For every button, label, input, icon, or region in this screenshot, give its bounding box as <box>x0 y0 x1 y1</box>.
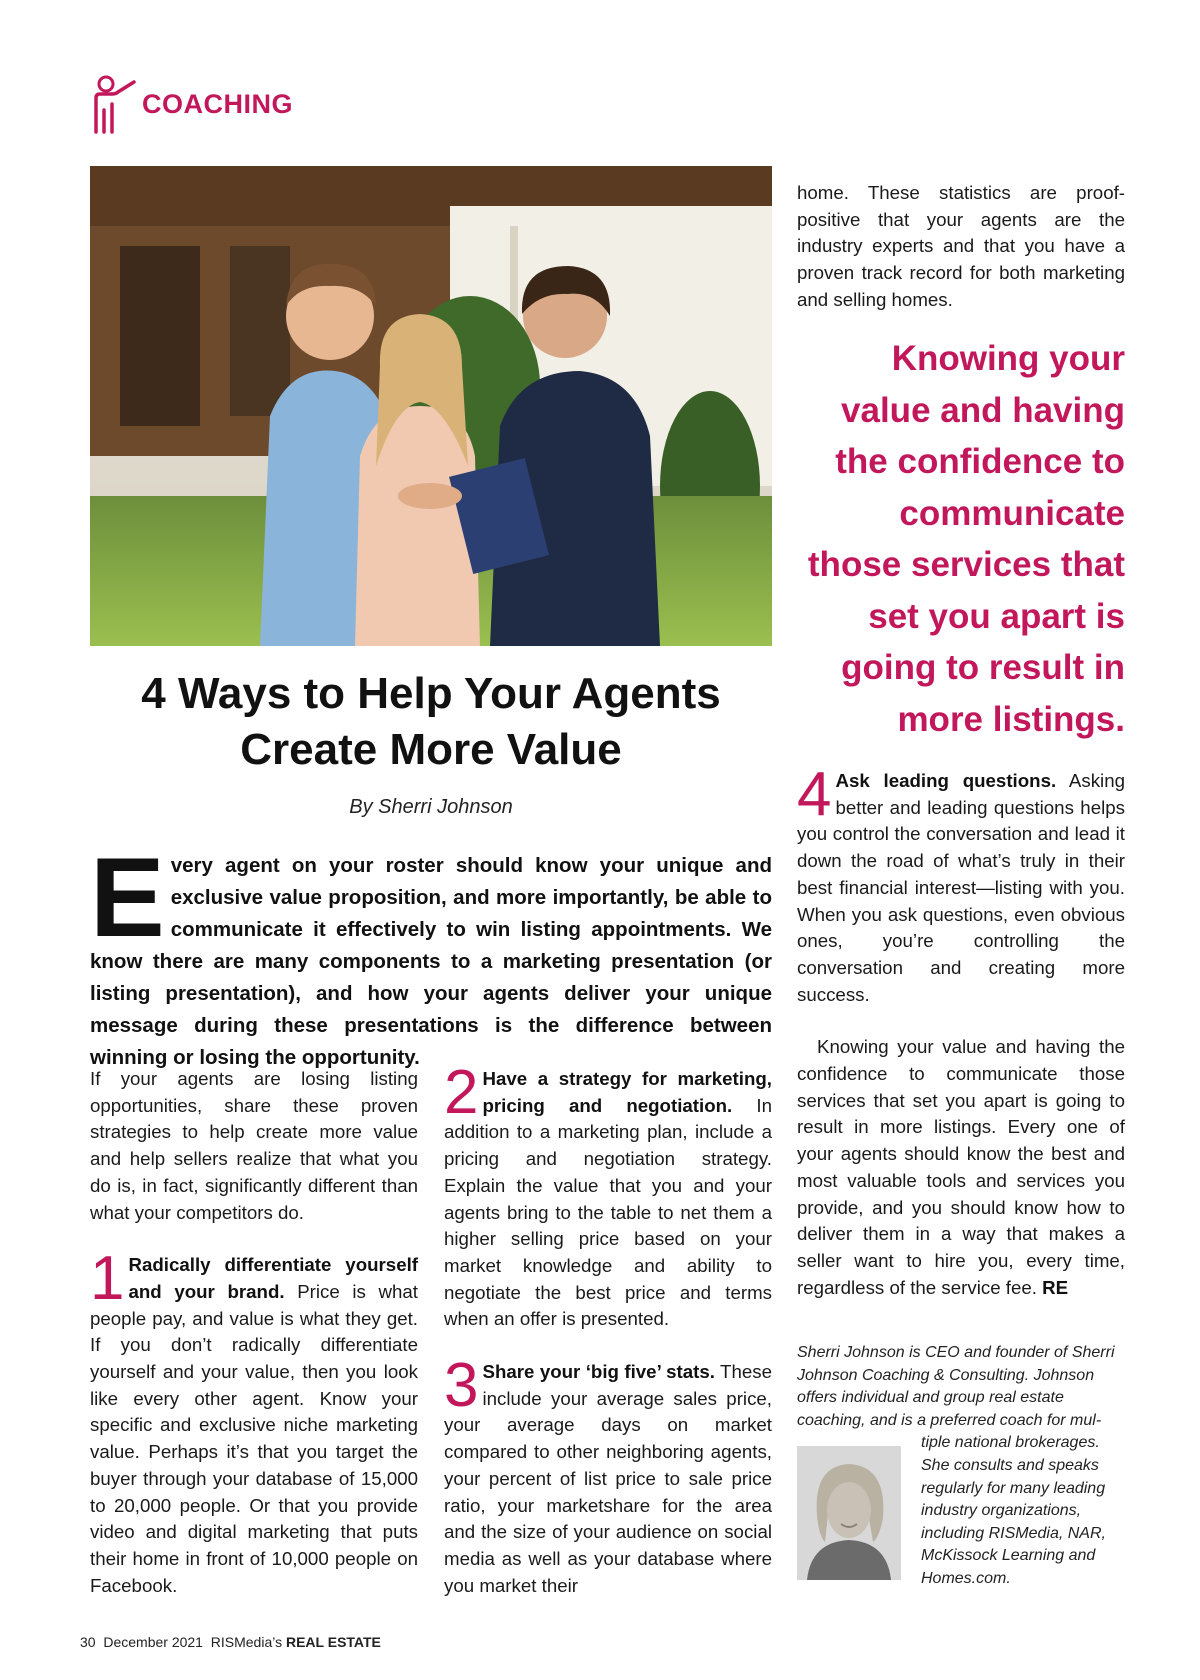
pull-quote: Knowing your value and having the confidence to communicate those services that set you apart is going to result in more listings. <box>807 339 1125 739</box>
page-footer <box>80 1634 381 1650</box>
end-mark: RE <box>1042 1276 1069 1298</box>
article-headline: 4 Ways to Help Your Agents Create More Value <box>141 669 721 774</box>
issue-date: December 2021 <box>103 1634 203 1650</box>
section-header <box>90 72 293 136</box>
tip-2-body: In addition to a marketing plan, include a pricing and negotiation strategy. Explain the value that you and your agents bring to the table to net them a higher selling price based on your market knowledge and ability to negotiate the best price and terms when an offer is presented. <box>444 1094 772 1330</box>
tip-3-title: Share your ‘big five’ stats. <box>482 1361 715 1383</box>
author-bio-top: Sherri Johnson is CEO and founder of Sherri Johnson Coaching & Consulting. Johnson offers individual and group real estate coaching, and is a preferred coach for mul- <box>797 1344 1115 1429</box>
column-left <box>90 1066 418 1625</box>
tip-4-number: 4 <box>797 760 832 829</box>
lead-text: very agent on your roster should know your unique and exclusive value proposition, and more importantly, be able to communicate it effectively to win listing appointments. We know there are many components to a marketing presentation (or listing presentation), and how your agents deliver your unique message during these presentations is the difference between winning or losing the opportunity. <box>90 854 772 1069</box>
tip-1 <box>90 1244 418 1599</box>
author-headshot <box>797 1446 901 1580</box>
tip-1-number: 1 <box>90 1244 125 1314</box>
intro-paragraph: If your agents are losing listing opportunities, share these proven strategies to help create more value and help sellers realize that what you do is, in fact, significantly different than what your competitors do. <box>90 1068 418 1223</box>
author-bio <box>797 1342 1125 1591</box>
tip-2-number: 2 <box>444 1058 479 1127</box>
article-lead-paragraph <box>90 835 772 1074</box>
page-number: 30 <box>80 1634 96 1650</box>
column-middle <box>444 1058 772 1625</box>
article-byline: By Sherri Johnson <box>349 796 513 818</box>
author-bio-side: tiple national brokerages. She consults and speaks regularly for many leading industry organizations, including RISMedia, NAR, McKissock Learning and Homes.com. <box>921 1434 1106 1587</box>
article-hero-photo <box>90 166 772 646</box>
drop-cap: E <box>90 835 165 960</box>
section-label: COACHING <box>142 88 293 119</box>
tip-3-body: These include your average sales price, your average days on market compared to other neighboring agents, your percent of list price to sale price ratio, your marketshare for the area and the size of your audience on social media as well as your database where you market their <box>444 1361 772 1596</box>
column-right-continued <box>797 180 1125 340</box>
tip-4 <box>797 760 1125 1008</box>
publisher: RISMedia’s <box>210 1634 283 1650</box>
coach-presenter-icon <box>90 74 138 134</box>
tip-2 <box>444 1058 772 1333</box>
magazine-name: REAL ESTATE <box>285 1634 381 1650</box>
tip-1-body: Price is what people pay, and value is what they get. If you don’t radically differentiate yourself and your value, then you look like every other agent. Know your specific and exclusive niche marketing value. Perhaps it’s that you target the buyer through your database of 15,000 to 20,000 people. Or that you provide video and digital marketing that puts their home in front of 10,000 people on Facebook. <box>90 1280 418 1596</box>
closing-text: Knowing your value and having the confidence to communicate those services that set you apart is going to result in more listings. Every one of your agents should know the best and most valuable tools and services you provide, and you should know how to deliver them in a way that makes a seller want to hire you, every time, regardless of the service fee. <box>797 1036 1125 1298</box>
closing-paragraph <box>797 1034 1125 1301</box>
tip-3-number: 3 <box>444 1351 479 1421</box>
tip-4-title: Ask leading questions. <box>835 770 1057 791</box>
continued-paragraph: home. These statistics are proof-positive that your agents are the industry experts and that you have a proven track record for both marketing and selling homes. <box>797 182 1125 310</box>
tip-2-title: Have a strategy for marketing, pricing and negotiation. <box>482 1068 772 1116</box>
column-right <box>797 760 1125 1327</box>
tip-1-title: Radically differentiate yourself and your brand. <box>128 1254 418 1302</box>
tip-4-body: Asking better and leading questions helps you control the conversation and lead it down the road of what’s truly in their best financial interest—listing with you. When you ask questions, even obvious ones, you’re controlling the conversation and creating more success. <box>797 770 1125 1005</box>
tip-3 <box>444 1351 772 1599</box>
